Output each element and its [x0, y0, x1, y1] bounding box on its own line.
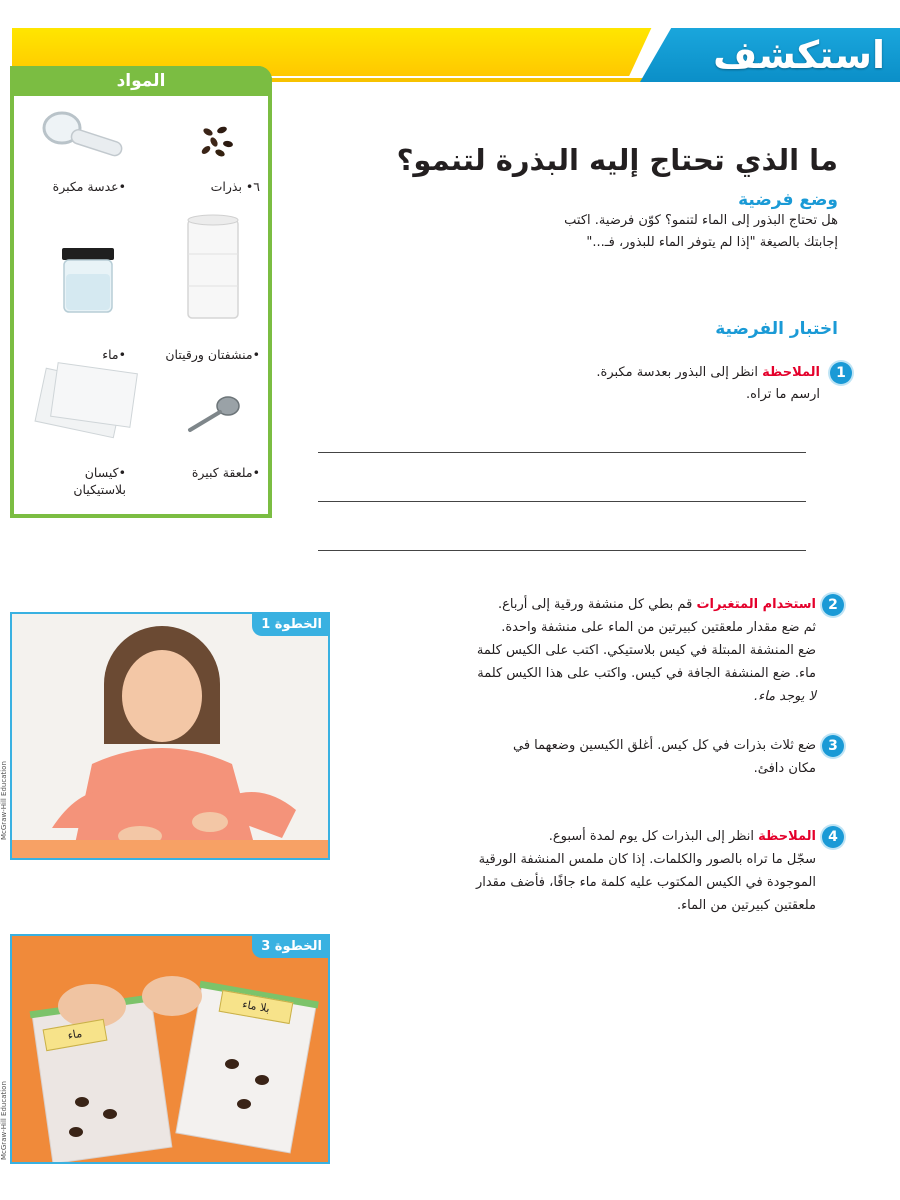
magnifier-image — [40, 108, 130, 164]
step-2-line-4: ماء. ضع المنشفة الجافة في كيس. واكتب على هذا الكيس كلمة — [477, 666, 816, 681]
step-4-line-1 — [346, 826, 816, 848]
water-jar-image — [56, 246, 120, 316]
photo-step-1 — [10, 612, 330, 860]
spoon-image — [184, 390, 244, 436]
material-towels: •منشفتان ورقيتان — [165, 347, 260, 362]
material-bags: •كيسان بلاستيكيان — [73, 465, 126, 497]
bags-photo-illustration — [12, 936, 328, 1162]
step-1-line-1 — [320, 362, 820, 384]
photo-credit-top: McGraw-Hill Education — [0, 761, 8, 840]
photo-step-3-tag: الخطوة 3 — [252, 936, 328, 958]
material-spoon: •ملعقة كبيرة — [191, 465, 260, 480]
answer-line-3 — [318, 550, 806, 551]
step-1-line-2: ارسم ما تراه. — [746, 387, 820, 402]
step-2-line-1 — [346, 594, 816, 616]
materials-title: المواد — [116, 71, 166, 91]
step-1-keyword: الملاحظة — [762, 365, 820, 380]
bag-nowater-label: بلا ماء — [219, 990, 294, 1024]
paper-towel-image — [184, 214, 242, 322]
girl-illustration — [12, 614, 328, 858]
hypothesis-line-1: هل تحتاج البذور إلى الماء لتنمو؟ كوّن فرضية. اكتب — [564, 213, 838, 228]
photo-step-1-tag: الخطوة 1 — [252, 614, 328, 636]
hypothesis-heading: وضع فرضية — [738, 190, 838, 210]
answer-line-1 — [318, 452, 806, 453]
step-2-text: قم بطي كل منشفة ورقية إلى أرباع. — [498, 597, 693, 612]
step-3-line-1: ضع ثلاث بذرات في كل كيس. أغلق الكيسين وضعهما في — [513, 738, 816, 753]
test-heading: اختبار الفرضية — [715, 319, 838, 339]
material-water: •ماء — [102, 347, 126, 362]
step-1-text: انظر إلى البذور بعدسة مكبرة. — [596, 365, 759, 380]
step-4-number: 4 — [822, 826, 844, 848]
step-4-line-2: سجّل ما تراه بالصور والكلمات. إذا كان ملمس المنشفة الورقية — [478, 852, 816, 867]
step-4-line-3: الموجودة في الكيس المكتوب عليه كلمة ماء جافًا، فأضف مقدار — [475, 875, 816, 890]
step-2-line-5: لا يوجد ماء. — [753, 689, 816, 704]
step-2-keyword: استخدام المتغيرات — [696, 597, 816, 612]
step-4-keyword: الملاحظة — [758, 829, 816, 844]
answer-line-2 — [318, 501, 806, 502]
step-4-text: انظر إلى البذرات كل يوم لمدة أسبوع. — [548, 829, 755, 844]
step-2-number: 2 — [822, 594, 844, 616]
bag-water-label: ماء — [43, 1019, 108, 1051]
plastic-bags-image — [30, 362, 148, 442]
material-seeds: ٦• بذرات — [210, 179, 260, 194]
photo-credit-bottom: McGraw-Hill Education — [0, 1081, 8, 1160]
step-4-line-4: ملعقتين كبيرتين من الماء. — [676, 898, 816, 913]
step-3-number: 3 — [822, 735, 844, 757]
step-2-line-2: ثم ضع مقدار ملعقتين كبيرتين من الماء على منشفة واحدة. — [501, 620, 816, 635]
banner-title: استكشف — [713, 33, 885, 77]
question-title: ما الذي تحتاج إليه البذرة لتنمو؟ — [396, 143, 838, 177]
step-1-number: 1 — [830, 362, 852, 384]
seeds-image — [196, 120, 240, 160]
hypothesis-line-2: إجابتك بالصيغة "إذا لم يتوفر الماء للبذور، فـ..." — [586, 235, 838, 250]
step-2-line-3: ضع المنشفة المبتلة في كيس بلاستيكي. اكتب على الكيس كلمة — [476, 643, 816, 658]
step-3-line-2: مكان دافئ. — [753, 761, 816, 776]
material-magnifier: •عدسة مكبرة — [52, 179, 126, 194]
